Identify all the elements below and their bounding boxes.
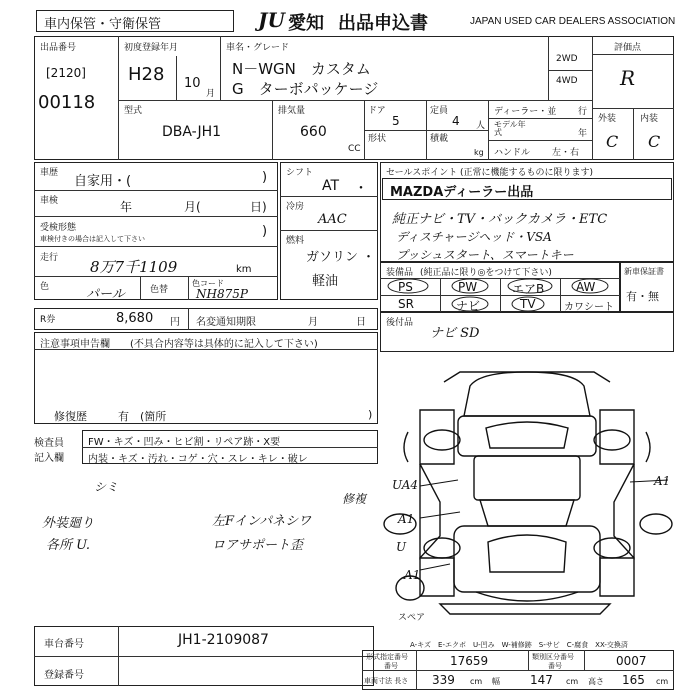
color-label: 色: [40, 282, 50, 292]
mileage-unit: km: [236, 264, 252, 275]
repair-location-label: (箇所: [140, 410, 167, 423]
interior-label: 内装: [640, 114, 659, 124]
equipment-label: 装備品: [386, 268, 414, 278]
registration-year: H28: [128, 64, 165, 85]
notice-month: 月: [308, 317, 318, 328]
load-unit: kg: [474, 148, 484, 157]
inspector-label1: 検査員: [34, 438, 64, 449]
damage-legend: A-キズ E-エクボ U-凹み W-補修跡 S-サビ C-腐食 XX-交換済: [410, 641, 628, 649]
dealer-label: ディーラー・並: [494, 107, 557, 117]
selling-points-line1: 純正ナビ・TV・バックカメラ・ETC: [392, 212, 608, 227]
chassis-label: 車台番号: [44, 639, 84, 650]
rating-label: 評価点: [614, 43, 642, 53]
exterior-grade: C: [606, 132, 619, 151]
repair-value: 有: [118, 410, 129, 423]
form-class-value: 0007: [616, 654, 647, 668]
notes-label: 注意事項申告欄: [40, 339, 110, 350]
equip-ps: PS: [398, 280, 413, 294]
height-label: 高さ: [588, 677, 604, 686]
type-label: 型式: [124, 106, 143, 116]
mileage-label: 走行: [40, 253, 59, 263]
recycle-label: R券: [40, 315, 56, 325]
spare-label: スペア: [398, 613, 426, 623]
equip-aw: AW: [576, 280, 596, 294]
inspector-row1: FW・キズ・凹み・ヒビ割・リペア跡・X要: [88, 437, 281, 448]
damage-mark-front-left: UA4: [392, 478, 419, 492]
aircon-value: AAC: [318, 212, 347, 227]
model-line1: N－WGN カスタム: [232, 60, 371, 78]
displacement-value: 660: [300, 124, 327, 140]
aftermarket-frame: [380, 312, 674, 352]
repair-label: 修復歴: [54, 410, 87, 423]
capacity-label: 定員: [430, 106, 449, 116]
drive-2wd: 2WD: [556, 54, 578, 64]
doors-label: ドア: [368, 106, 386, 116]
inspector-label2: 記入欄: [34, 453, 64, 464]
damage-mark-left-u: U: [396, 540, 407, 554]
equip-sr: SR: [398, 297, 414, 311]
ju-logo: JU: [258, 8, 285, 32]
inspection-month: 月(: [184, 200, 201, 214]
color-change-label: 色替: [150, 285, 169, 295]
handle-label: ハンドル: [494, 148, 531, 158]
selling-points-note: (正常に機能するものに限ります): [460, 168, 594, 178]
equip-tv: TV: [520, 297, 536, 311]
equip-circle-marks: [380, 278, 620, 312]
model-label: 車名・グレード: [226, 43, 290, 53]
rating-score: R: [620, 66, 636, 90]
remark-various: 各所 U.: [46, 538, 91, 553]
width-label: 幅: [492, 677, 500, 686]
form-type-sub: 番号: [384, 662, 398, 670]
height-unit: cm: [656, 677, 669, 686]
storage-label: 車内保管・守衛保管: [44, 17, 162, 32]
equip-seat: カワシート: [564, 302, 614, 313]
form-title: 出品申込書: [338, 13, 428, 34]
recycle-unit: 円: [170, 317, 180, 328]
remark-shimi: シミ: [94, 480, 119, 494]
doors-value: 5: [392, 114, 400, 128]
interior-grade: C: [648, 132, 661, 151]
lot-code: [2120]: [46, 66, 86, 80]
color-code-label: 色コード: [192, 279, 224, 288]
form-type-value: 17659: [450, 654, 489, 668]
model-line2: G ターボパッケージ: [232, 80, 379, 98]
capacity-unit: 人: [476, 121, 486, 131]
shift-dot: ・: [354, 181, 368, 197]
shape-label: 形状: [368, 134, 387, 144]
load-label: 積載: [430, 134, 449, 144]
selling-points-line2: ディスチャージヘッド・VSA: [396, 230, 552, 244]
remark-lower-support: ロアサポート歪: [212, 538, 304, 553]
form-class-sub: 番号: [548, 662, 562, 670]
handle-value: 左・右: [552, 148, 580, 158]
association-name: JAPAN USED CAR DEALERS ASSOCIATION: [470, 16, 676, 27]
dealer-unit: 行: [578, 107, 588, 117]
history-close: ): [262, 170, 268, 185]
inspection-day: 日): [250, 200, 267, 214]
damage-mark-rear: A1: [404, 568, 421, 582]
plate-label: 登録番号: [44, 670, 84, 681]
damage-mark-left-a: A1: [398, 512, 415, 526]
remark-modification: 修複: [342, 492, 367, 506]
displacement-unit: CC: [348, 144, 361, 154]
notice-label: 名変通知期限: [196, 317, 256, 328]
fuel-label: 燃料: [286, 236, 305, 246]
color-code-value: NH875P: [196, 287, 248, 301]
aftermarket-label: 後付品: [386, 318, 414, 328]
warranty-label: 新車保証書: [624, 267, 664, 276]
selling-points-dealer: MAZDAディーラー出品: [390, 185, 534, 200]
registration-month: 10: [184, 76, 201, 91]
shift-value: AT: [322, 178, 340, 194]
aircon-label: 冷房: [286, 202, 305, 212]
chassis-value: JH1-2109087: [178, 632, 269, 648]
notice-day: 日: [356, 317, 366, 328]
remark-exterior: 外装廻り: [42, 516, 95, 531]
equipment-note: (純正品に限り◎をつけて下さい): [420, 268, 552, 278]
damage-mark-right: A1: [654, 474, 671, 488]
lot-number: 00118: [38, 92, 96, 113]
type-value: DBA-JH1: [162, 124, 222, 140]
remark-dash: 左Fインパネシワ: [212, 514, 312, 529]
inspection-label: 車検: [40, 196, 59, 206]
model-year-unit: 年: [578, 129, 588, 139]
history-value: 自家用・(: [74, 174, 132, 189]
accept-form-close: ): [262, 224, 268, 239]
length-unit: cm: [470, 677, 483, 686]
inspection-year: 年: [120, 200, 133, 214]
exterior-label: 外装: [598, 114, 617, 124]
equip-pw: PW: [458, 280, 478, 294]
fuel-diesel: 軽油: [312, 274, 339, 289]
displacement-label: 排気量: [278, 106, 306, 116]
model-year-label: モデル年式: [494, 120, 526, 137]
fuel-dot: ・: [362, 250, 376, 265]
height-value: 165: [622, 673, 645, 687]
registration-month-unit: 月: [206, 89, 216, 99]
accept-form-label: 受検形態: [40, 223, 77, 233]
capacity-value: 4: [452, 114, 460, 128]
selling-points-line3: プッシュスタート、スマートキー: [396, 248, 574, 262]
warranty-value: 有・無: [626, 290, 659, 303]
recycle-value: 8,680: [116, 311, 154, 326]
accept-form-note: 車検付きの場合は記入して下さい: [40, 235, 145, 243]
selling-points-label: セールスポイント: [386, 168, 458, 178]
width-value: 147: [530, 673, 553, 687]
equip-airbag: エアB: [512, 282, 545, 296]
drive-4wd: 4WD: [556, 76, 578, 86]
registration-label: 初度登録年月: [124, 43, 179, 53]
car-damage-diagram: [380, 352, 674, 630]
shift-label: シフト: [286, 168, 314, 178]
form-class-label: 類別区分番号: [532, 653, 574, 661]
color-value: パール: [86, 287, 125, 302]
equip-navi: ナビ: [456, 299, 481, 313]
notes-instruction: (不具合内容等は具体的に記入して下さい): [130, 339, 318, 350]
fuel-gasoline: ガソリン: [306, 250, 359, 265]
length-value: 339: [432, 673, 455, 687]
lot-label: 出品番号: [40, 43, 77, 53]
history-label: 車歴: [40, 168, 59, 178]
aftermarket-value: ナビ SD: [430, 326, 480, 341]
width-unit: cm: [566, 677, 579, 686]
inspector-row2: 内装・キズ・汚れ・コゲ・穴・スレ・キレ・破レ: [88, 454, 308, 465]
mileage-value: 8万7千1109: [90, 258, 178, 276]
length-label: 車両寸法 長さ: [364, 677, 409, 685]
org-name: 愛知: [288, 13, 324, 34]
form-type-label: 形式指定番号: [366, 653, 408, 661]
repair-location-close: ): [368, 408, 373, 421]
